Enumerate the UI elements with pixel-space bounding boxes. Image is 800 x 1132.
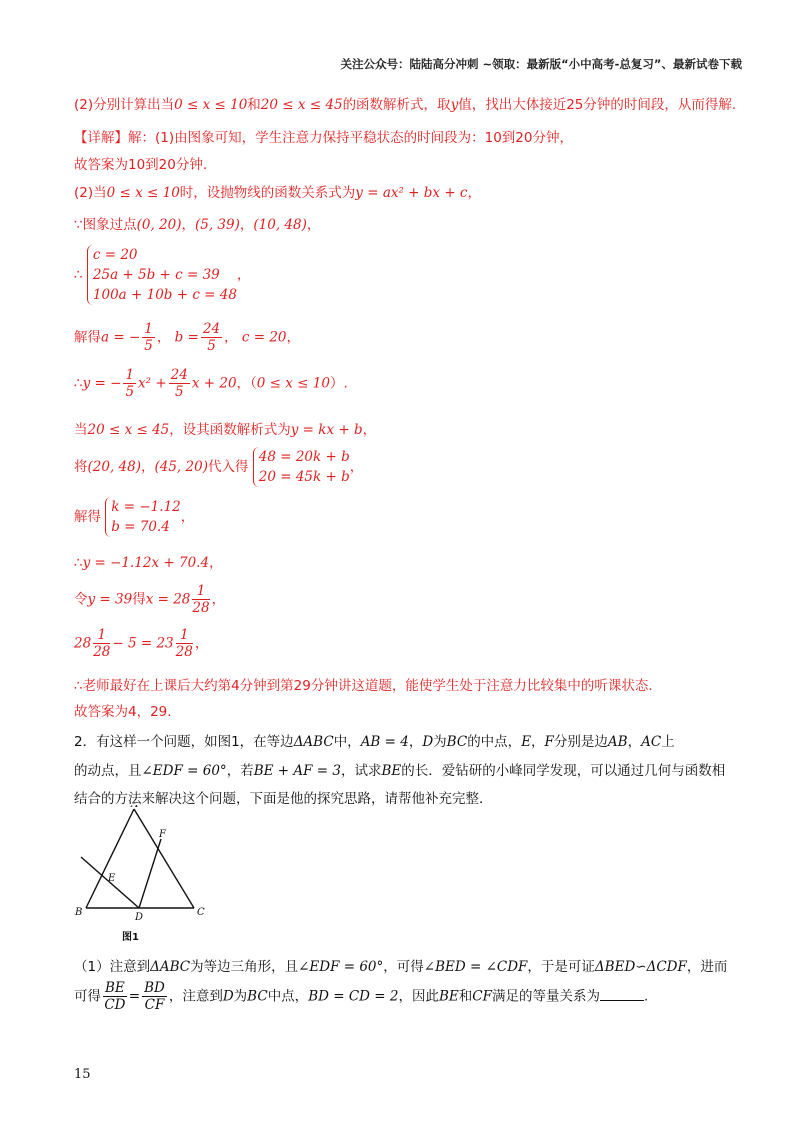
label-b: B: [75, 907, 83, 918]
equation-system-1: ∴ c = 20 25a + 5b + c = 39 100a + 10b + c = 48 ，: [74, 247, 251, 303]
question-1-line-2: 可得 $\frac{BE}{CD}$ = $\frac{BD}{CF}$ ，注意到D为BC中点，BD = CD = 2，因此BE和CF满足的等量关系为 .: [74, 980, 649, 1013]
analysis-line-8: ∴y = − $\frac{1}{5}$ x² + $\frac{24}{5}$ x + 20，（0 ≤ x ≤ 10）.: [74, 367, 348, 400]
analysis-line-14: 28 $\frac{1}{28}$ − 5 = 23 $\frac{1}{28}$ ，: [74, 627, 209, 660]
problem-2-line-2: 的动点，且∠EDF = 60°，若BE + AF = 3，试求BE的长．爱钻研的小峰同学发现，可以通过几何与函数相: [74, 763, 726, 779]
analysis-line-2: 【详解】解：(1)由图象可知，学生注意力保持平稳状态的时间段为：10到20分钟，: [74, 130, 573, 146]
detail-tag: 【详解】: [74, 130, 128, 146]
page-header: 关注公众号：陆陆高分冲刺 ~领取：最新版“小中高考-总复习”、最新试卷下载: [340, 57, 742, 71]
analysis-line-1: (2)分别计算出当0 ≤ x ≤ 10和20 ≤ x ≤ 45的函数解析式，取y值，找出大体接近25分钟的时间段，从而得解.: [74, 97, 737, 113]
label-f: F: [159, 829, 166, 840]
triangle-diagram: [74, 805, 224, 945]
analysis-line-10: 将(20, 48)，(45, 20)代入得 48 = 20k + b 20 = 45k + b ，: [74, 449, 364, 485]
problem-2-line-1: 2．有这样一个问题，如图1，在等边ΔABC中，AB = 4，D为BC的中点，E，F分别是边AB，AC上: [74, 734, 675, 750]
answer-blank[interactable]: [600, 1000, 644, 1001]
analysis-line-13: 令y = 39得x = 28 $\frac{1}{28}$ ，: [74, 583, 226, 616]
question-1-line-1: （1）注意到ΔABC为等边三角形，且∠EDF = 60°，可得∠BED = ∠CDF，于是可证ΔBED∽ΔCDF，进而: [74, 959, 728, 975]
analysis-line-4: (2)当0 ≤ x ≤ 10时，设抛物线的函数关系式为y = ax² + bx + c，: [74, 185, 481, 201]
analysis-line-7: 解得a = − $\frac{1}{5}$ ， b = $\frac{24}{5}$ ， c = 20，: [74, 321, 301, 354]
figure-caption: 图1: [122, 932, 139, 943]
label-c: C: [197, 907, 205, 918]
label-e: E: [108, 873, 116, 884]
edge-ab: [86, 809, 134, 908]
problem-2-line-3: 结合的方法来解决这个问题，下面是他的探究思路，请帮他补充完整．: [74, 791, 493, 807]
analysis-line-15: ∴老师最好在上课后大约第4分钟到第29分钟讲这道题，能使学生处于注意力比较集中的听课状态.: [74, 678, 653, 694]
analysis-line-9: 当20 ≤ x ≤ 45，设其函数解析式为y = kx + b，: [74, 422, 377, 438]
edge-ac: [134, 809, 194, 908]
analysis-line-3: 故答案为10到20分钟.: [74, 157, 208, 173]
analysis-line-16: 故答案为4，29.: [74, 704, 172, 720]
label-a: [130, 805, 138, 810]
figure-1: [74, 805, 224, 949]
analysis-line-11: 解得 k = −1.12 b = 70.4 ，: [74, 499, 195, 535]
label-d: D: [135, 912, 144, 923]
analysis-line-5: ∵图象过点(0, 20)，(5, 39)，(10, 48)，: [74, 217, 321, 233]
page-number: 15: [74, 1067, 91, 1082]
segment-df: [139, 839, 161, 908]
analysis-line-12: ∴y = −1.12x + 70.4，: [74, 555, 223, 571]
